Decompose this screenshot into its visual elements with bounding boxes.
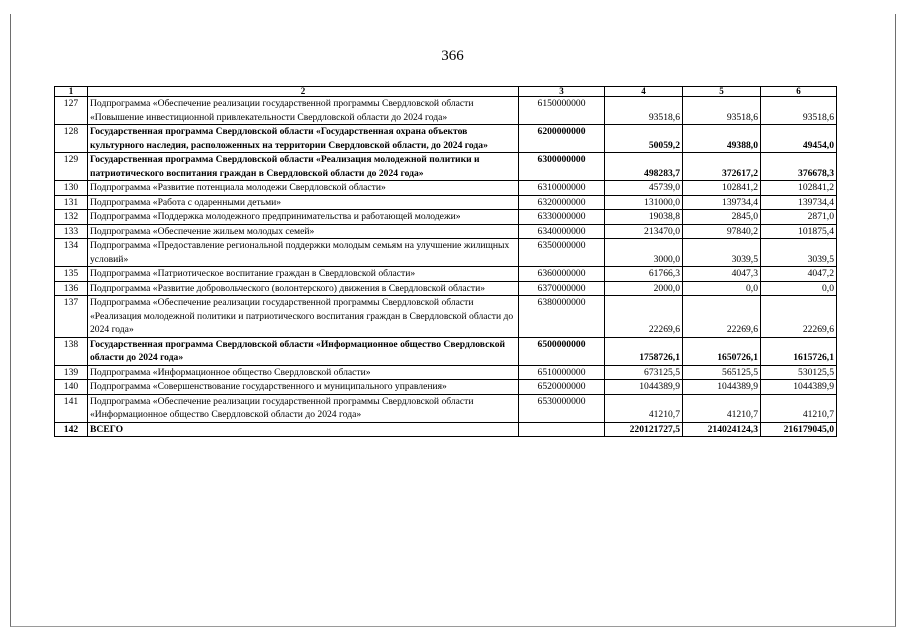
row-code: 6500000000 [519, 337, 605, 365]
row-value-col5: 372617,2 [683, 153, 761, 181]
row-value-col6: 376678,3 [761, 153, 837, 181]
table-row [55, 380, 837, 395]
row-value-col6: 93518,6 [761, 97, 837, 125]
row-code: 6380000000 [519, 296, 605, 338]
row-number: 131 [55, 195, 88, 210]
row-number: 135 [55, 267, 88, 282]
row-code: 6310000000 [519, 181, 605, 196]
row-value-col5: 41210,7 [683, 394, 761, 422]
row-name: Государственная программа Свердловской области «Реализация молодежной политики и патриотического воспитания граждан в Свердловской области до 2024 года» [88, 153, 519, 181]
row-name: Подпрограмма «Совершенствование государственного и муниципального управления» [88, 380, 519, 395]
row-value-col5: 3039,5 [683, 239, 761, 267]
row-name: Подпрограмма «Работа с одаренными детьми» [88, 195, 519, 210]
row-code: 6370000000 [519, 281, 605, 296]
row-value-col4: 2000,0 [605, 281, 683, 296]
row-value-col6: 41210,7 [761, 394, 837, 422]
row-number: 132 [55, 210, 88, 225]
row-value-col4: 1044389,9 [605, 380, 683, 395]
row-name: Подпрограмма «Обеспечение реализации государственной программы Свердловской области «Реализация молодежной политики и патриотического воспитания граждан в Свердловской области до 2024 года» [88, 296, 519, 338]
row-value-col5: 139734,4 [683, 195, 761, 210]
row-value-col5: 4047,3 [683, 267, 761, 282]
row-value-col5: 93518,6 [683, 97, 761, 125]
row-name: Подпрограмма «Патриотическое воспитание граждан в Свердловской области» [88, 267, 519, 282]
row-name: Государственная программа Свердловской области «Государственная охрана объектов культурного наследия, расположенных на территории Свердловской области, до 2024 года» [88, 125, 519, 153]
row-number: 133 [55, 224, 88, 239]
row-value-col5: 97840,2 [683, 224, 761, 239]
row-value-col6: 49454,0 [761, 125, 837, 153]
table-row [55, 296, 837, 338]
row-number: 138 [55, 337, 88, 365]
row-value-col6: 1044389,9 [761, 380, 837, 395]
row-code: 6350000000 [519, 239, 605, 267]
row-value-col5: 1650726,1 [683, 337, 761, 365]
header-cell: 1 [55, 87, 88, 97]
row-value-col4: 220121727,5 [605, 422, 683, 437]
table-row [55, 267, 837, 282]
row-value-col6: 22269,6 [761, 296, 837, 338]
row-name: Подпрограмма «Предоставление региональной поддержки молодым семьям на улучшение жилищных условий» [88, 239, 519, 267]
row-code: 6300000000 [519, 153, 605, 181]
row-value-col6: 101875,4 [761, 224, 837, 239]
row-name: Подпрограмма «Поддержка молодежного предпринимательства и работающей молодежи» [88, 210, 519, 225]
row-value-col4: 3000,0 [605, 239, 683, 267]
row-number: 128 [55, 125, 88, 153]
row-code: 6330000000 [519, 210, 605, 225]
row-code: 6520000000 [519, 380, 605, 395]
row-name: ВСЕГО [88, 422, 519, 437]
table-row [55, 181, 837, 196]
row-name: Подпрограмма «Обеспечение жильем молодых семей» [88, 224, 519, 239]
row-name: Подпрограмма «Обеспечение реализации государственной программы Свердловской области «Информационное общество Свердловской области до 2024 года» [88, 394, 519, 422]
row-value-col4: 131000,0 [605, 195, 683, 210]
table-row [55, 365, 837, 380]
row-code: 6340000000 [519, 224, 605, 239]
header-cell: 6 [761, 87, 837, 97]
row-value-col5: 2845,0 [683, 210, 761, 225]
row-value-col6: 3039,5 [761, 239, 837, 267]
row-value-col6: 2871,0 [761, 210, 837, 225]
row-code: 6320000000 [519, 195, 605, 210]
table-row [55, 153, 837, 181]
row-value-col5: 1044389,9 [683, 380, 761, 395]
row-code: 6150000000 [519, 97, 605, 125]
table-row [55, 239, 837, 267]
row-value-col4: 22269,6 [605, 296, 683, 338]
row-value-col5: 214024124,3 [683, 422, 761, 437]
row-number: 129 [55, 153, 88, 181]
table-row [55, 281, 837, 296]
table-row [55, 394, 837, 422]
row-value-col4: 673125,5 [605, 365, 683, 380]
row-number: 139 [55, 365, 88, 380]
row-value-col5: 102841,2 [683, 181, 761, 196]
table-row [55, 195, 837, 210]
page-number: 366 [441, 48, 464, 64]
row-value-col6: 1615726,1 [761, 337, 837, 365]
row-number: 134 [55, 239, 88, 267]
row-number: 141 [55, 394, 88, 422]
row-value-col5: 0,0 [683, 281, 761, 296]
table-row [55, 97, 837, 125]
row-code: 6530000000 [519, 394, 605, 422]
row-value-col6: 0,0 [761, 281, 837, 296]
row-value-col6: 139734,4 [761, 195, 837, 210]
total-row [55, 422, 837, 437]
row-number: 142 [55, 422, 88, 437]
table-header-row [55, 87, 837, 97]
row-value-col5: 22269,6 [683, 296, 761, 338]
row-code: 6510000000 [519, 365, 605, 380]
row-value-col4: 213470,0 [605, 224, 683, 239]
row-code [519, 422, 605, 437]
row-number: 136 [55, 281, 88, 296]
row-number: 130 [55, 181, 88, 196]
budget-table [54, 86, 837, 437]
row-value-col6: 530125,5 [761, 365, 837, 380]
header-cell: 2 [88, 87, 519, 97]
row-value-col4: 61766,3 [605, 267, 683, 282]
row-number: 140 [55, 380, 88, 395]
header-cell: 3 [519, 87, 605, 97]
row-value-col5: 49388,0 [683, 125, 761, 153]
row-value-col6: 4047,2 [761, 267, 837, 282]
header-cell: 5 [683, 87, 761, 97]
row-value-col4: 498283,7 [605, 153, 683, 181]
row-number: 137 [55, 296, 88, 338]
row-code: 6360000000 [519, 267, 605, 282]
row-value-col6: 216179045,0 [761, 422, 837, 437]
table-row [55, 210, 837, 225]
row-name: Подпрограмма «Развитие потенциала молодежи Свердловской области» [88, 181, 519, 196]
table-row [55, 125, 837, 153]
row-name: Подпрограмма «Развитие добровольческого (волонтерского) движения в Свердловской области» [88, 281, 519, 296]
row-code: 6200000000 [519, 125, 605, 153]
row-value-col4: 19038,8 [605, 210, 683, 225]
row-value-col4: 41210,7 [605, 394, 683, 422]
row-value-col4: 1758726,1 [605, 337, 683, 365]
row-name: Подпрограмма «Информационное общество Свердловской области» [88, 365, 519, 380]
table-row [55, 337, 837, 365]
row-number: 127 [55, 97, 88, 125]
row-value-col6: 102841,2 [761, 181, 837, 196]
table-row [55, 224, 837, 239]
row-name: Подпрограмма «Обеспечение реализации государственной программы Свердловской области «Повышение инвестиционной привлекательности Свердловской области до 2024 года» [88, 97, 519, 125]
row-value-col4: 93518,6 [605, 97, 683, 125]
row-value-col4: 45739,0 [605, 181, 683, 196]
row-value-col5: 565125,5 [683, 365, 761, 380]
header-cell: 4 [605, 87, 683, 97]
row-value-col4: 50059,2 [605, 125, 683, 153]
row-name: Государственная программа Свердловской области «Информационное общество Свердловской области до 2024 года» [88, 337, 519, 365]
